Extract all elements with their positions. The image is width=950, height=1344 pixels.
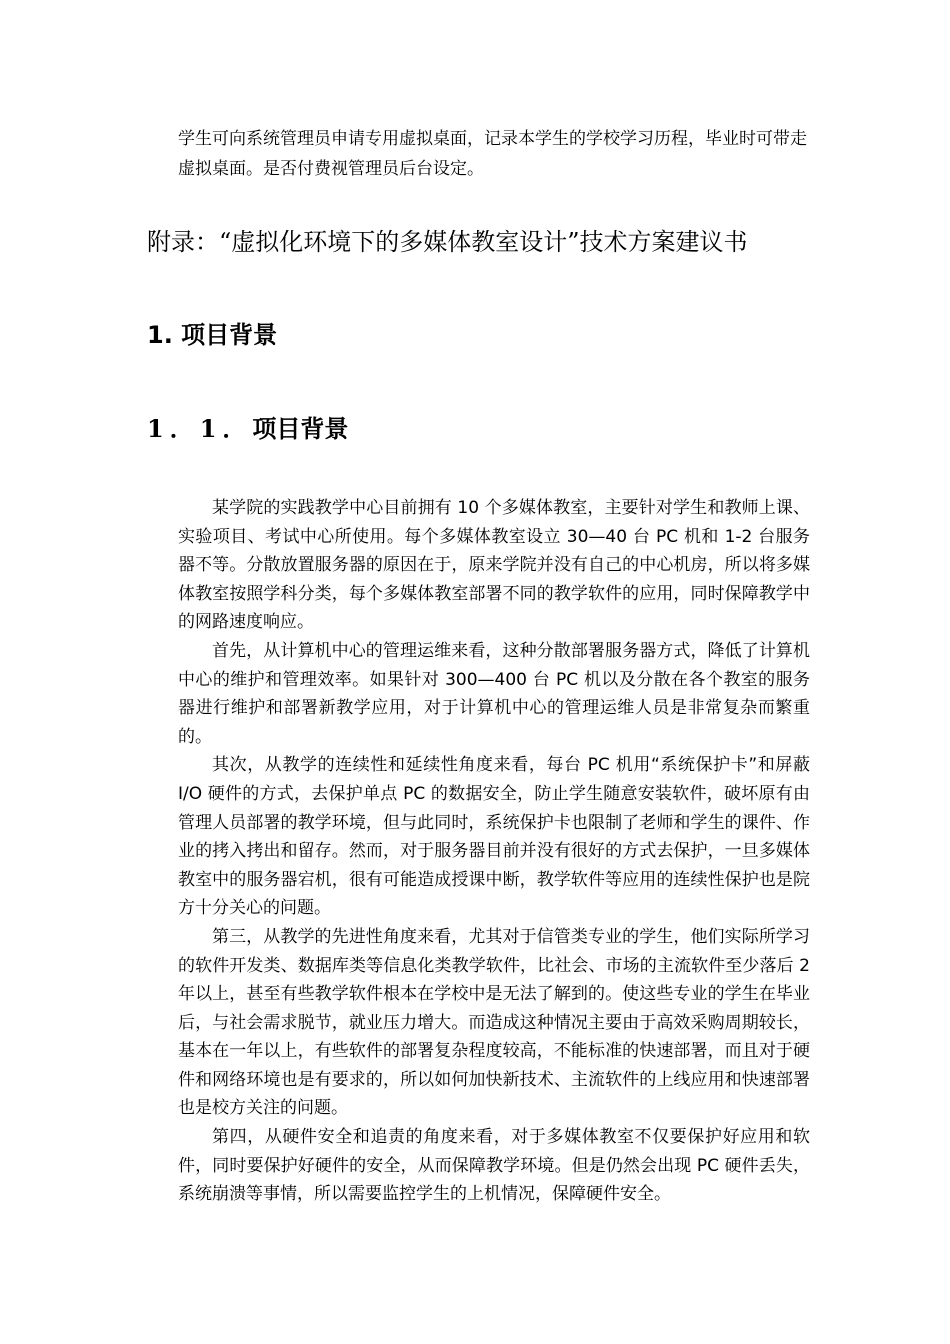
paragraph: 首先，从计算机中心的管理运维来看，这种分散部署服务器方式，降低了计算机中心的维护和管理效率。如果针对 300—400 台 PC 机以及分散在各个教室的服务器进行维护和部署新教学应用，对于计算机中心的管理运维人员是非常复杂而繁重的。 — [178, 640, 810, 747]
section-heading-1-1 — [147, 412, 348, 446]
paragraph: 第三，从教学的先进性角度来看，尤其对于信管类专业的学生，他们实际所学习的软件开发类、数据库类等信息化类教学软件，比社会、市场的主流软件至少落后 2 年以上，甚至有些教学软件根本在学校中是无法了解到的。使这些专业的学生在毕业后，与社会需求脱节，就业压力增大。而造成这种情况主要由于高效采购周期较长，基本在一年以上，有些软件的部署复杂程度较高，不能标准的快速部署，而且对于硬件和网络环境也是有要求的，所以如何加快新技术、主流软件的上线应用和快速部署也是校方关注的问题。 — [178, 926, 810, 1119]
intro-paragraph: 学生可向系统管理员申请专用虚拟桌面，记录本学生的学校学习历程，毕业时可带走虚拟桌面。是否付费视管理员后台设定。 — [178, 129, 807, 179]
paragraph: 第四，从硬件安全和追责的角度来看，对于多媒体教室不仅要保护好应用和软件，同时要保护好硬件的安全，从而保障教学环境。但是仍然会出现 PC 硬件丢失，系统崩溃等事情，所以需要监控学生的上机情况，保障硬件安全。 — [178, 1127, 810, 1205]
section-heading-1: 1. 项目背景 — [147, 321, 278, 349]
paragraph: 某学院的实践教学中心目前拥有 10 个多媒体教室，主要针对学生和教师上课、实验项目、考试中心所使用。每个多媒体教室设立 30—40 台 PC 机和 1-2 台服务器不等。分散放置服务器的原因在于，原来学院并没有自己的中心机房，所以将多媒体教室按照学科分类，每个多媒体教室部署不同的教学软件的应用，同时保障教学中的网路速度响应。 — [178, 498, 810, 633]
body-text — [178, 494, 810, 1209]
section-heading-text: 项目背景 — [252, 414, 349, 443]
appendix-title: 附录：“虚拟化环境下的多媒体教室设计”技术方案建议书 — [147, 228, 748, 256]
section-number: 1．1． — [147, 414, 253, 443]
paragraph: 其次，从教学的连续性和延续性角度来看，每台 PC 机用“系统保护卡”和屏蔽 I/O 硬件的方式，去保护单点 PC 的数据安全，防止学生随意安装软件，破坏原有由管理人员部署的教学环境，但与此同时，系统保护卡也限制了老师和学生的课件、作业的拷入拷出和留存。然而，对于服务器目前并没有很好的方式去保护，一旦多媒体教室中的服务器宕机，很有可能造成授课中断，教学软件等应用的连续性保护也是院方十分关心的问题。 — [178, 755, 810, 919]
